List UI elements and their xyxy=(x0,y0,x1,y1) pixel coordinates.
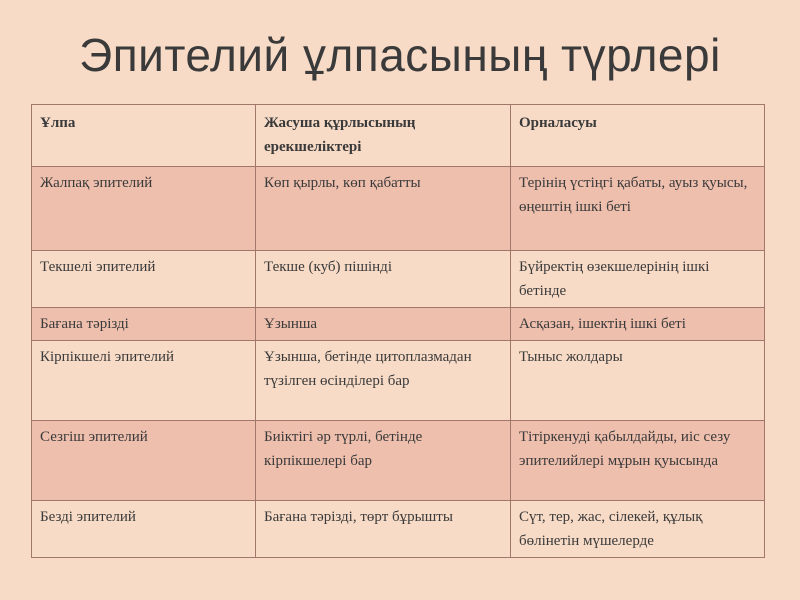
table-cell-tissue: Сезгіш эпителий xyxy=(32,421,256,501)
table-cell-location: Асқазан, ішектің ішкі беті xyxy=(511,308,765,341)
table-cell-location: Терінің үстіңгі қабаты, ауыз қуысы, өңештің ішкі беті xyxy=(511,167,765,251)
table-cell-cell-structure: Ұзынша, бетінде цитоплазмадан түзілген өсінділері бар xyxy=(256,341,511,421)
table-cell-tissue: Безді эпителий xyxy=(32,501,256,558)
table-cell-cell-structure: Биіктігі әр түрлі, бетінде кірпікшелері бар xyxy=(256,421,511,501)
table-row xyxy=(32,341,765,421)
slide-title: Эпителий ұлпасының түрлері xyxy=(79,29,721,81)
table-row xyxy=(32,501,765,558)
table-body xyxy=(32,167,765,558)
table-cell-tissue: Текшелі эпителий xyxy=(32,251,256,308)
table-cell-tissue: Бағана тәрізді xyxy=(32,308,256,341)
table-cell-cell-structure: Ұзынша xyxy=(256,308,511,341)
table-cell-tissue: Жалпақ эпителий xyxy=(32,167,256,251)
table-row xyxy=(32,308,765,341)
column-header-location: Орналасуы xyxy=(511,105,765,167)
table-cell-cell-structure: Текше (куб) пішінді xyxy=(256,251,511,308)
table-cell-location: Тыныс жолдары xyxy=(511,341,765,421)
table-cell-location: Бүйректің өзекшелерінің ішкі бетінде xyxy=(511,251,765,308)
table-cell-cell-structure: Бағана тәрізді, төрт бұрышты xyxy=(256,501,511,558)
table-cell-location: Тітіркенуді қабылдайды, иіс сезу эпителийлері мұрын қуысында xyxy=(511,421,765,501)
table-cell-tissue: Кірпікшелі эпителий xyxy=(32,341,256,421)
table-row xyxy=(32,167,765,251)
table-row xyxy=(32,251,765,308)
column-header-tissue: Ұлпа xyxy=(32,105,256,167)
epithelium-types-table xyxy=(31,104,765,558)
table-row xyxy=(32,421,765,501)
column-header-cell-structure: Жасуша құрлысының ерекшеліктері xyxy=(256,105,511,167)
table-cell-cell-structure: Көп қырлы, көп қабатты xyxy=(256,167,511,251)
table-cell-location: Сүт, тер, жас, сілекей, құлық бөлінетін мүшелерде xyxy=(511,501,765,558)
table-header-row xyxy=(32,105,765,167)
